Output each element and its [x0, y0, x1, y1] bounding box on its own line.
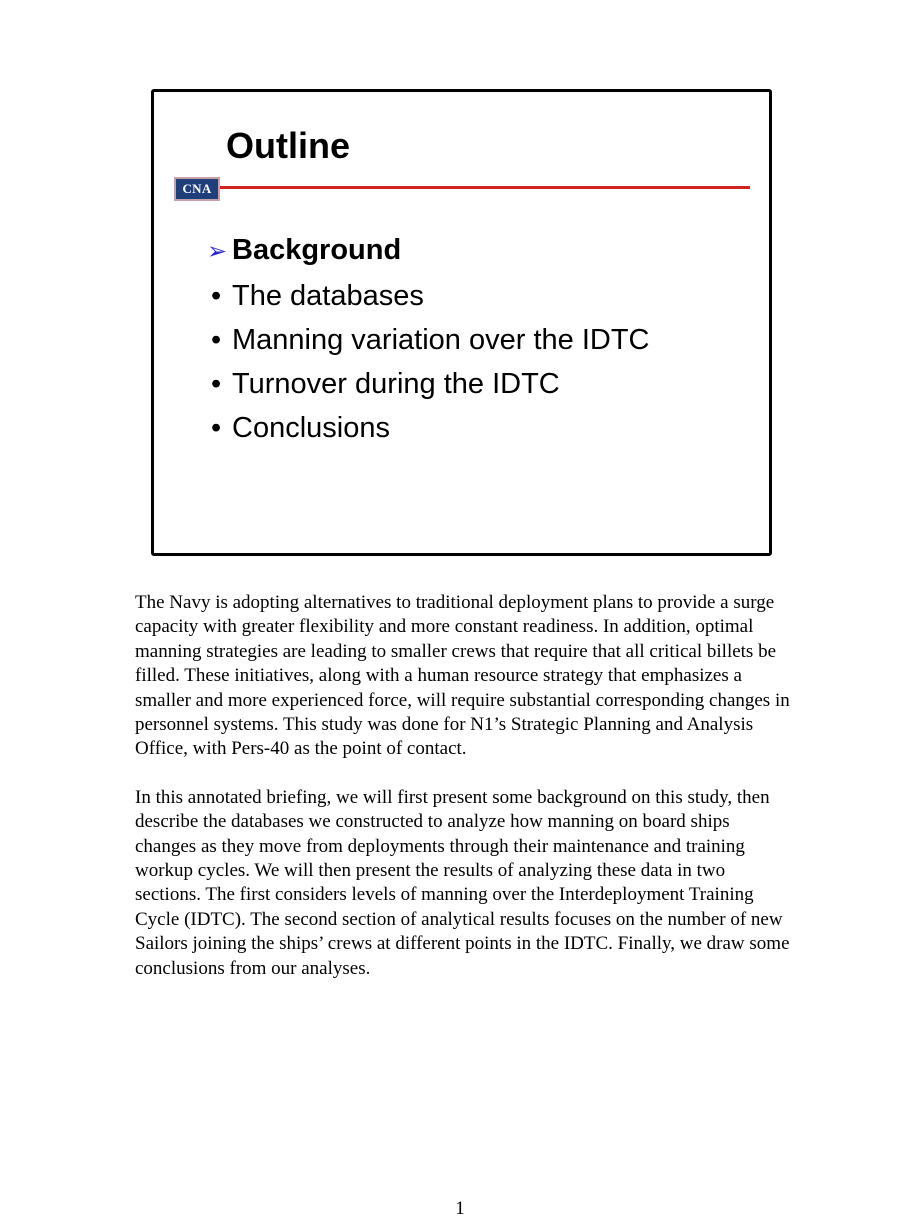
title-rule: [220, 186, 750, 189]
outline-list: [207, 228, 649, 450]
outline-item-conclusions: [207, 406, 649, 450]
outline-item-label: Manning variation over the IDTC: [232, 324, 650, 356]
cna-logo: [174, 177, 220, 201]
paragraph: In this annotated briefing, we will first present some background on this study, then describe the databases we constructed to analyze how manning on board ships changes as they move from deployments through their maintenance and training workup cycles. We will then present the results of analyzing these data in two sections. The first considers levels of manning over the Interdeployment Training Cycle (IDTC). The second section of analytical results focuses on the number of new Sailors joining the ships’ crews at different points in the IDTC. Finally, we draw some conclusions from our analyses.: [135, 786, 790, 979]
outline-item-background: [207, 228, 649, 274]
outline-item-turnover: [207, 362, 649, 406]
paragraph: The Navy is adopting alternatives to traditional deployment plans to provide a surge capacity with greater flexibility and more constant readiness. In addition, optimal manning strategies are leading to smaller crews that require that all critical billets be filled. These initiatives, along with a human resource strategy that emphasizes a smaller and more experienced force, will require substantial corresponding changes in personnel systems. This study was done for N1’s Strategic Planning and Analysis Office, with Pers-40 as the point of contact.: [135, 592, 790, 760]
outline-item-label: Background: [232, 234, 402, 266]
slide-title: Outline: [226, 125, 350, 166]
bullet-dot-icon: •: [211, 280, 222, 312]
arrow-bullet-icon: ➢: [207, 238, 228, 265]
cna-logo-text: CNA: [182, 181, 212, 196]
outline-item-manning: [207, 318, 649, 362]
outline-item-databases: [207, 274, 649, 318]
bullet-dot-icon: •: [211, 412, 222, 444]
annotation-text: [135, 591, 795, 1005]
outline-item-label: Conclusions: [232, 412, 390, 444]
bullet-dot-icon: •: [211, 368, 222, 400]
outline-item-label: Turnover during the IDTC: [232, 368, 560, 400]
bullet-dot-icon: •: [211, 324, 222, 356]
slide-frame: [151, 89, 772, 556]
page-number: 1: [455, 1198, 465, 1219]
outline-item-label: The databases: [232, 280, 424, 312]
